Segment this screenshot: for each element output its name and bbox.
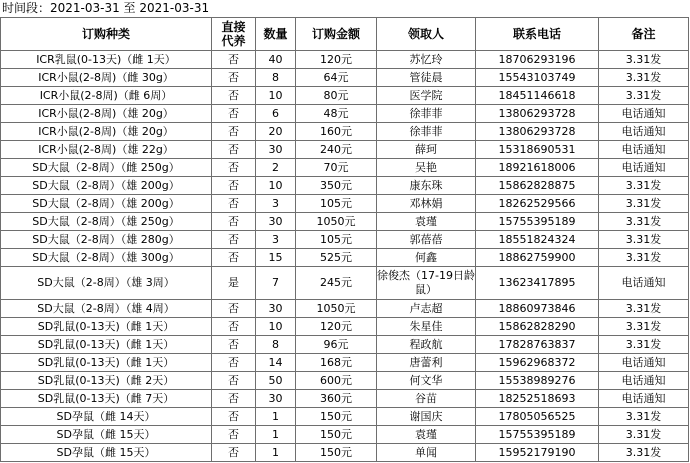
phone-cell: 18706293196 (476, 51, 599, 69)
phone-cell: 15952179190 (476, 444, 599, 462)
species-cell: SD大鼠（2-8周）（雄 4周） (1, 300, 212, 318)
amount-cell: 120元 (296, 318, 377, 336)
recipient-cell: 康东珠 (377, 177, 476, 195)
species-cell: SD大鼠（2-8周）（雄 280g） (1, 231, 212, 249)
table-row (1, 87, 689, 105)
recipient-cell: 袁瑾 (377, 213, 476, 231)
phone-cell: 15755395189 (476, 426, 599, 444)
remark-cell: 3.31发 (599, 69, 689, 87)
remark-cell: 3.31发 (599, 195, 689, 213)
recipient-cell: 医学院 (377, 87, 476, 105)
remark-cell: 3.31发 (599, 426, 689, 444)
recipient-cell: 卢志超 (377, 300, 476, 318)
phone-cell: 13623417895 (476, 267, 599, 300)
quantity-cell: 1 (256, 444, 296, 462)
quantity-cell: 2 (256, 159, 296, 177)
quantity-cell: 30 (256, 141, 296, 159)
amount-cell: 350元 (296, 177, 377, 195)
remark-cell: 3.31发 (599, 51, 689, 69)
species-cell: ICR小鼠(2-8周)（雄 20g） (1, 123, 212, 141)
remark-cell: 3.31发 (599, 408, 689, 426)
species-cell: ICR小鼠(2-8周)（雄 20g） (1, 105, 212, 123)
remark-cell: 电话通知 (599, 267, 689, 300)
remark-cell: 3.31发 (599, 213, 689, 231)
direct-raise-cell: 否 (212, 426, 256, 444)
phone-cell: 15318690531 (476, 141, 599, 159)
phone-cell: 18862759900 (476, 249, 599, 267)
table-row (1, 318, 689, 336)
table-row (1, 249, 689, 267)
phone-cell: 13806293728 (476, 123, 599, 141)
remark-cell: 电话通知 (599, 354, 689, 372)
direct-raise-cell: 否 (212, 141, 256, 159)
remark-cell: 电话通知 (599, 123, 689, 141)
direct-raise-cell: 否 (212, 213, 256, 231)
remark-cell: 3.31发 (599, 249, 689, 267)
quantity-cell: 15 (256, 249, 296, 267)
amount-cell: 150元 (296, 426, 377, 444)
direct-raise-cell: 否 (212, 123, 256, 141)
table-row (1, 336, 689, 354)
amount-cell: 1050元 (296, 213, 377, 231)
phone-cell: 18921618006 (476, 159, 599, 177)
direct-raise-cell: 否 (212, 87, 256, 105)
table-row (1, 444, 689, 462)
amount-cell: 48元 (296, 105, 377, 123)
table-row (1, 372, 689, 390)
table-row (1, 390, 689, 408)
direct-raise-cell: 否 (212, 300, 256, 318)
species-cell: SD大鼠（2-8周）（雄 200g） (1, 195, 212, 213)
amount-cell: 96元 (296, 336, 377, 354)
amount-cell: 150元 (296, 444, 377, 462)
quantity-cell: 14 (256, 354, 296, 372)
remark-cell: 3.31发 (599, 177, 689, 195)
amount-cell: 600元 (296, 372, 377, 390)
recipient-cell: 何鑫 (377, 249, 476, 267)
header-recipient: 领取人 (377, 18, 476, 51)
species-cell: SD乳鼠(0-13天)（雌 1天） (1, 336, 212, 354)
recipient-cell: 吴艳 (377, 159, 476, 177)
remark-cell: 电话通知 (599, 159, 689, 177)
direct-raise-cell: 否 (212, 444, 256, 462)
table-row (1, 426, 689, 444)
direct-raise-cell: 否 (212, 372, 256, 390)
quantity-cell: 20 (256, 123, 296, 141)
phone-cell: 18252518693 (476, 390, 599, 408)
direct-raise-cell: 否 (212, 105, 256, 123)
header-phone: 联系电话 (476, 18, 599, 51)
direct-raise-cell: 否 (212, 390, 256, 408)
phone-cell: 15755395189 (476, 213, 599, 231)
amount-cell: 120元 (296, 51, 377, 69)
table-row (1, 300, 689, 318)
amount-cell: 360元 (296, 390, 377, 408)
species-cell: SD乳鼠(0-13天)（雌 1天） (1, 318, 212, 336)
phone-cell: 18262529566 (476, 195, 599, 213)
direct-raise-cell: 否 (212, 69, 256, 87)
quantity-cell: 30 (256, 300, 296, 318)
table-row (1, 51, 689, 69)
recipient-cell: 程政航 (377, 336, 476, 354)
quantity-cell: 10 (256, 318, 296, 336)
direct-raise-cell: 否 (212, 159, 256, 177)
recipient-cell: 袁瑾 (377, 426, 476, 444)
quantity-cell: 3 (256, 231, 296, 249)
table-row (1, 123, 689, 141)
phone-cell: 18451146618 (476, 87, 599, 105)
recipient-cell: 郭蓓蓓 (377, 231, 476, 249)
quantity-cell: 40 (256, 51, 296, 69)
direct-raise-cell: 否 (212, 51, 256, 69)
species-cell: SD孕鼠（雌 15天） (1, 426, 212, 444)
direct-raise-cell: 否 (212, 318, 256, 336)
recipient-cell: 徐菲菲 (377, 123, 476, 141)
amount-cell: 525元 (296, 249, 377, 267)
recipient-cell: 徐俊杰（17-19日龄鼠） (377, 267, 476, 300)
recipient-cell: 邓林娟 (377, 195, 476, 213)
quantity-cell: 1 (256, 426, 296, 444)
recipient-cell: 唐蕾利 (377, 354, 476, 372)
amount-cell: 150元 (296, 408, 377, 426)
remark-cell: 3.31发 (599, 318, 689, 336)
amount-cell: 105元 (296, 195, 377, 213)
remark-cell: 电话通知 (599, 390, 689, 408)
amount-cell: 245元 (296, 267, 377, 300)
species-cell: SD乳鼠(0-13天)（雌 7天） (1, 390, 212, 408)
recipient-cell: 管徒晨 (377, 69, 476, 87)
species-cell: SD乳鼠(0-13天)（雌 2天） (1, 372, 212, 390)
amount-cell: 168元 (296, 354, 377, 372)
amount-cell: 1050元 (296, 300, 377, 318)
phone-cell: 15543103749 (476, 69, 599, 87)
table-header-row (1, 18, 689, 51)
quantity-cell: 6 (256, 105, 296, 123)
amount-cell: 240元 (296, 141, 377, 159)
quantity-cell: 1 (256, 408, 296, 426)
direct-raise-cell: 否 (212, 249, 256, 267)
table-row (1, 177, 689, 195)
species-cell: SD大鼠（2-8周）（雌 250g） (1, 159, 212, 177)
amount-cell: 70元 (296, 159, 377, 177)
amount-cell: 80元 (296, 87, 377, 105)
amount-cell: 160元 (296, 123, 377, 141)
quantity-cell: 30 (256, 390, 296, 408)
direct-raise-cell: 否 (212, 408, 256, 426)
phone-cell: 18860973846 (476, 300, 599, 318)
amount-cell: 64元 (296, 69, 377, 87)
table-row (1, 195, 689, 213)
recipient-cell: 薛珂 (377, 141, 476, 159)
species-cell: ICR小鼠(2-8周)（雄 22g） (1, 141, 212, 159)
direct-raise-cell: 否 (212, 354, 256, 372)
quantity-cell: 8 (256, 69, 296, 87)
table-row (1, 105, 689, 123)
header-quantity: 数量 (256, 18, 296, 51)
header-amount: 订购金额 (296, 18, 377, 51)
species-cell: SD孕鼠（雌 15天） (1, 444, 212, 462)
remark-cell: 3.31发 (599, 231, 689, 249)
direct-raise-cell: 否 (212, 336, 256, 354)
quantity-cell: 8 (256, 336, 296, 354)
phone-cell: 18551824324 (476, 231, 599, 249)
remark-cell: 3.31发 (599, 336, 689, 354)
table-row (1, 69, 689, 87)
remark-cell: 3.31发 (599, 300, 689, 318)
remark-cell: 电话通知 (599, 141, 689, 159)
table-row (1, 354, 689, 372)
remark-cell: 3.31发 (599, 444, 689, 462)
phone-cell: 17805056525 (476, 408, 599, 426)
species-cell: SD大鼠（2-8周）（雄 3周） (1, 267, 212, 300)
table-row (1, 159, 689, 177)
recipient-cell: 谢国庆 (377, 408, 476, 426)
quantity-cell: 30 (256, 213, 296, 231)
remark-cell: 3.31发 (599, 87, 689, 105)
direct-raise-cell: 否 (212, 195, 256, 213)
table-row (1, 267, 689, 300)
header-species: 订购种类 (1, 18, 212, 51)
remark-cell: 电话通知 (599, 105, 689, 123)
phone-cell: 15538989276 (476, 372, 599, 390)
species-cell: SD大鼠（2-8周）（雄 300g） (1, 249, 212, 267)
species-cell: SD乳鼠(0-13天)（雌 1天） (1, 354, 212, 372)
table-row (1, 141, 689, 159)
species-cell: SD大鼠（2-8周）（雄 200g） (1, 177, 212, 195)
direct-raise-cell: 否 (212, 231, 256, 249)
header-remark: 备注 (599, 18, 689, 51)
species-cell: ICR小鼠(2-8周)（雌 30g） (1, 69, 212, 87)
table-row (1, 231, 689, 249)
order-table (0, 17, 689, 462)
recipient-cell: 谷苗 (377, 390, 476, 408)
quantity-cell: 10 (256, 87, 296, 105)
species-cell: ICR小鼠(2-8周)（雌 6周） (1, 87, 212, 105)
phone-cell: 17828763837 (476, 336, 599, 354)
amount-cell: 105元 (296, 231, 377, 249)
remark-cell: 电话通知 (599, 372, 689, 390)
phone-cell: 15862828875 (476, 177, 599, 195)
quantity-cell: 3 (256, 195, 296, 213)
recipient-cell: 单闻 (377, 444, 476, 462)
table-row (1, 408, 689, 426)
recipient-cell: 苏忆玲 (377, 51, 476, 69)
phone-cell: 15962968372 (476, 354, 599, 372)
recipient-cell: 朱星佳 (377, 318, 476, 336)
species-cell: SD孕鼠（雌 14天） (1, 408, 212, 426)
recipient-cell: 何文华 (377, 372, 476, 390)
period-label: 时间段：2021-03-31 至 2021-03-31 (0, 0, 690, 17)
species-cell: ICR乳鼠(0-13天)（雌 1天） (1, 51, 212, 69)
phone-cell: 15862828290 (476, 318, 599, 336)
phone-cell: 13806293728 (476, 105, 599, 123)
direct-raise-cell: 否 (212, 177, 256, 195)
header-direct-raise: 直接代养 (212, 18, 256, 51)
recipient-cell: 徐菲菲 (377, 105, 476, 123)
quantity-cell: 50 (256, 372, 296, 390)
table-row (1, 213, 689, 231)
quantity-cell: 10 (256, 177, 296, 195)
quantity-cell: 7 (256, 267, 296, 300)
species-cell: SD大鼠（2-8周）（雄 250g） (1, 213, 212, 231)
direct-raise-cell: 是 (212, 267, 256, 300)
